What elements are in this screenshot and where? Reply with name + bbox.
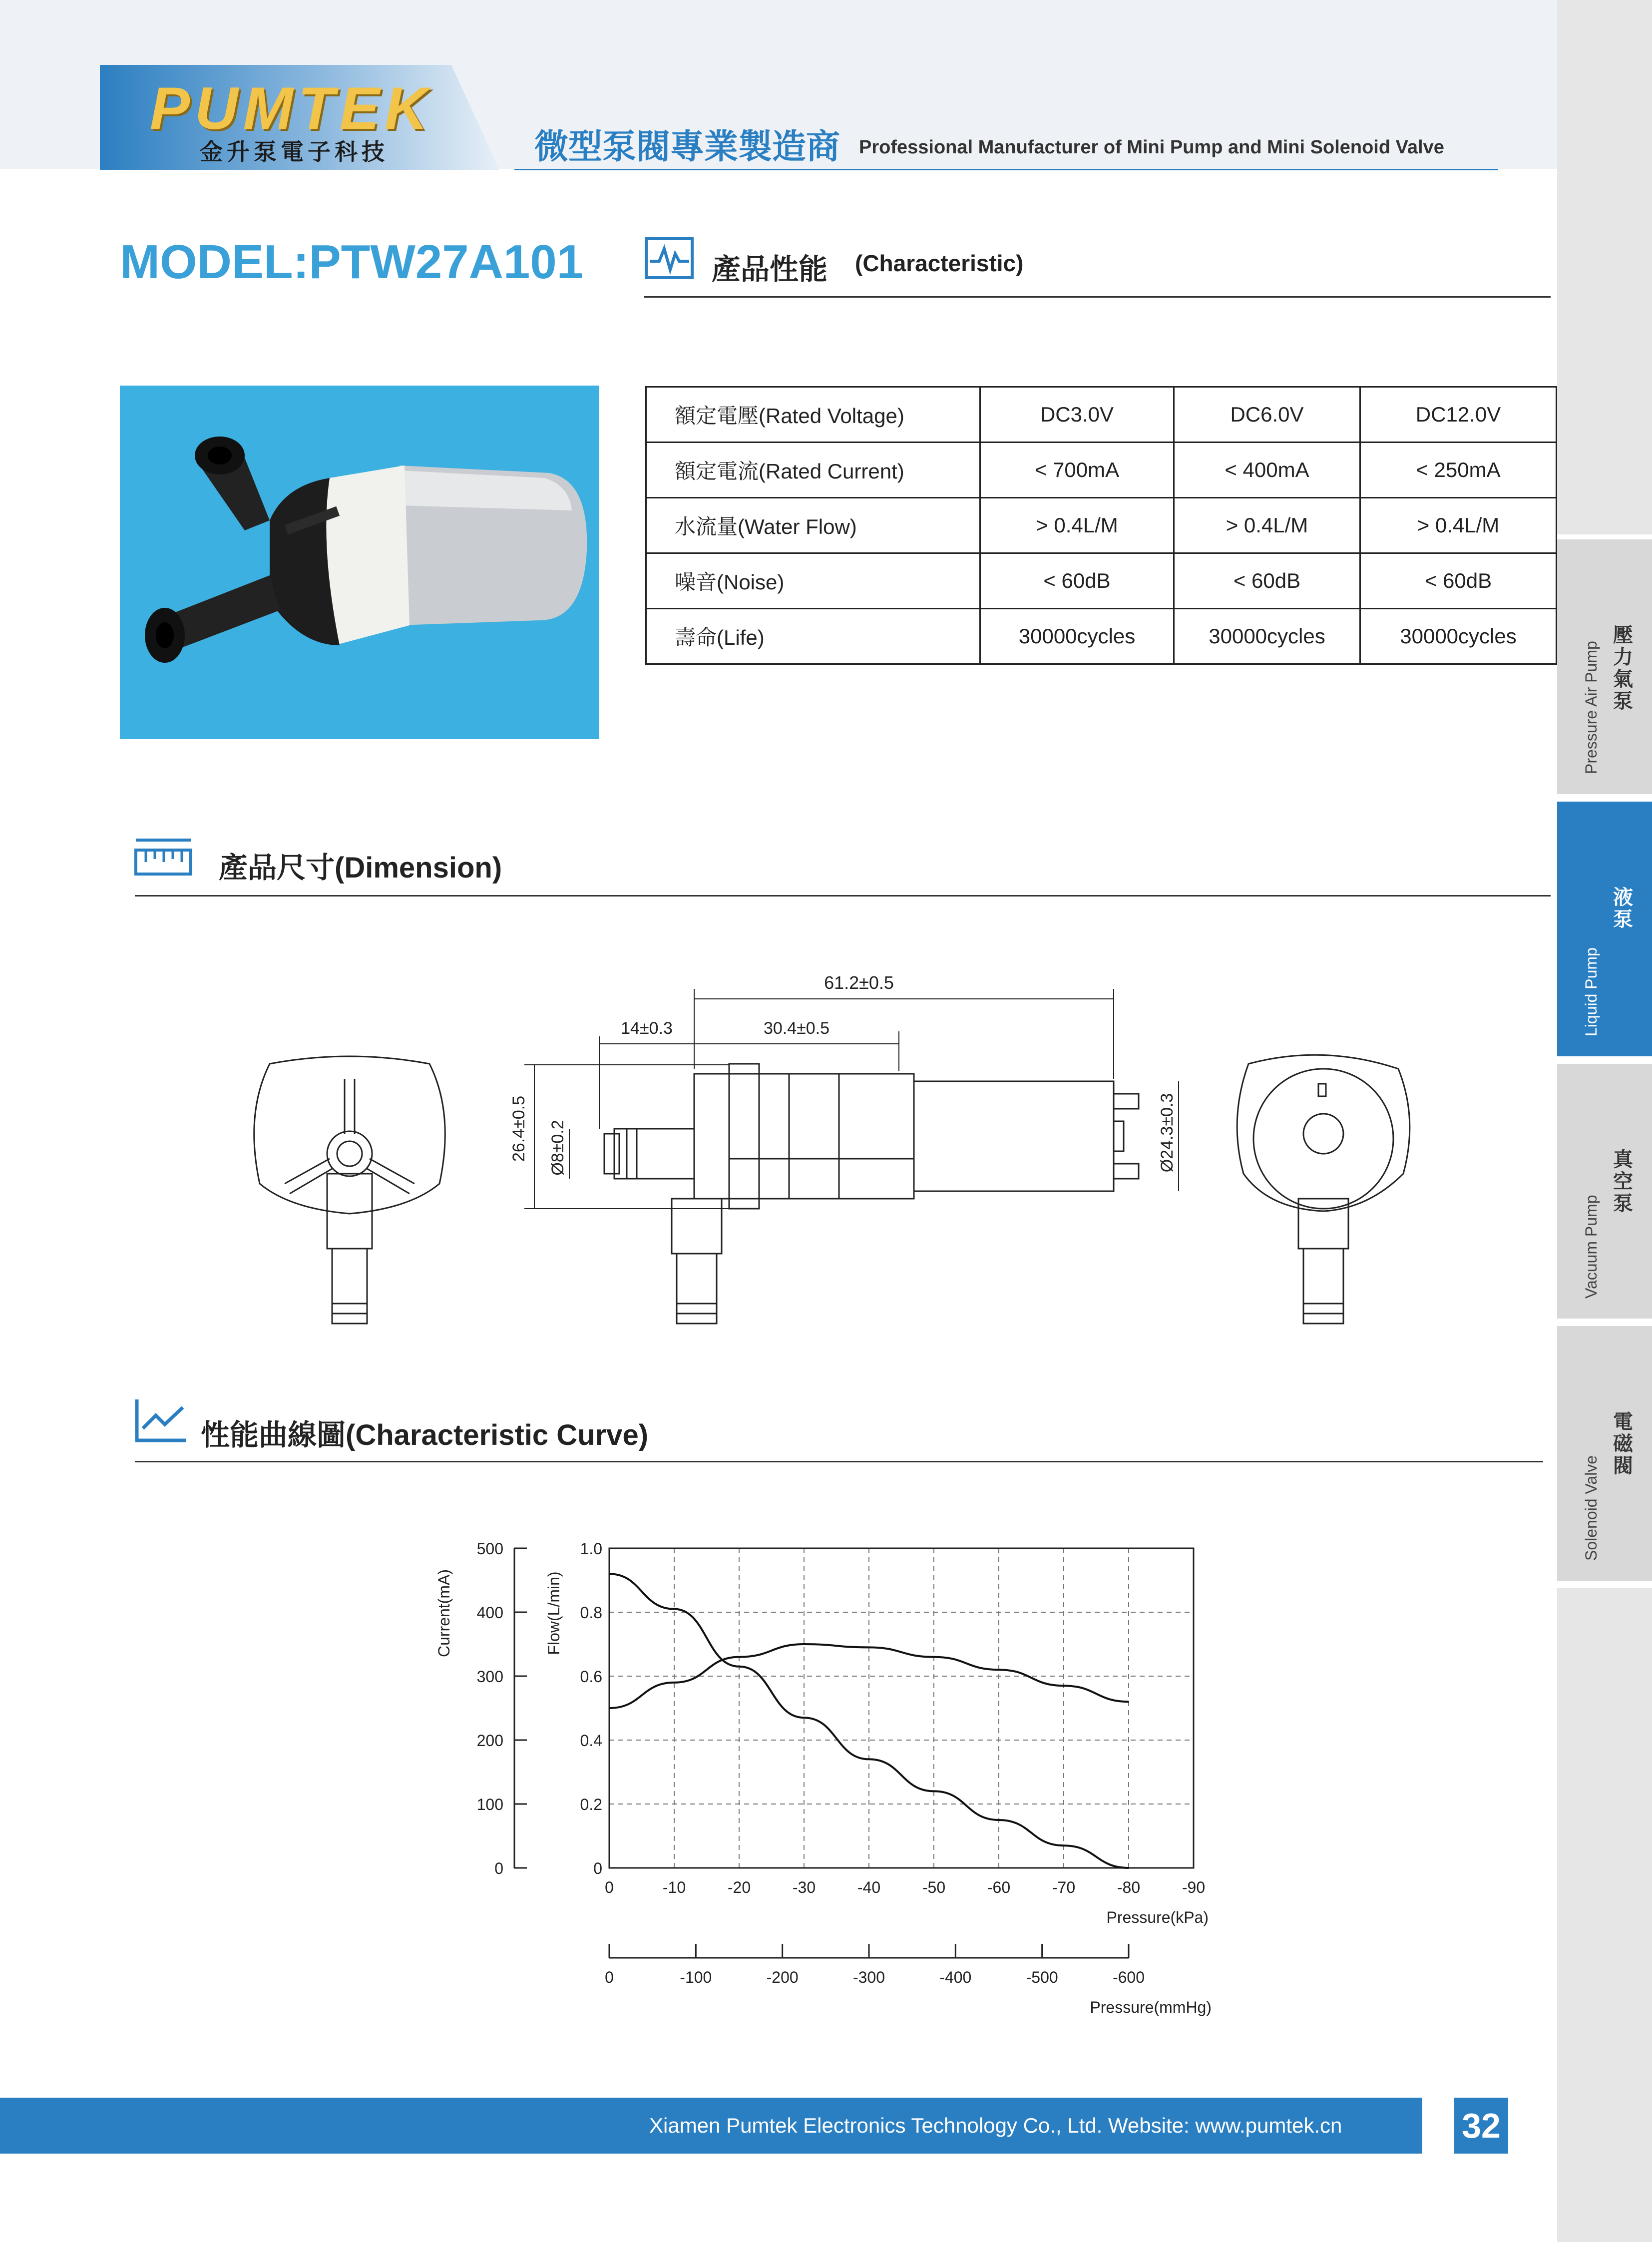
spec-table — [645, 386, 1557, 665]
product-photo — [120, 386, 599, 739]
x-tick-label: -70 — [1052, 1878, 1076, 1896]
dim-nozzle-diameter: Ø8±0.2 — [548, 1120, 567, 1176]
side-tab-label-cn: 電磁閥 — [1613, 1411, 1633, 1477]
spec-value: DC6.0V — [1174, 387, 1360, 443]
chart-axes — [514, 1548, 1194, 1958]
ruler-icon — [134, 836, 193, 880]
flow-tick-label: 1.0 — [580, 1540, 602, 1558]
section-rule — [135, 1461, 1543, 1462]
side-tab-solenoid-valve[interactable] — [1557, 1326, 1652, 1581]
section-rule — [135, 895, 1551, 897]
spec-label: 水流量(Water Flow) — [646, 498, 980, 553]
x-tick-label: -60 — [987, 1878, 1011, 1896]
spec-value: 30000cycles — [980, 609, 1174, 664]
spec-value: 30000cycles — [1174, 609, 1360, 664]
flow-tick-label: 0.6 — [580, 1668, 602, 1686]
header-underline — [514, 169, 1498, 170]
spec-row-water-flow — [646, 498, 1557, 553]
plot-frame — [609, 1548, 1194, 1868]
mmhg-tick-label: 0 — [605, 1968, 614, 1986]
current-tick-label: 100 — [476, 1795, 503, 1813]
current-tick-label: 500 — [476, 1540, 503, 1558]
current-tick-label: 200 — [476, 1732, 503, 1750]
mmhg-tick-label: -300 — [852, 1968, 885, 1986]
curve-title-en: (Characteristic Curve) — [346, 1419, 649, 1451]
x-tick-label: -80 — [1117, 1878, 1141, 1896]
x-tick-label: -40 — [857, 1878, 881, 1896]
spec-row-noise — [646, 553, 1557, 609]
mmhg-tick-label: -200 — [766, 1968, 799, 1986]
dimension-drawing — [0, 949, 1498, 1348]
waveform-icon — [644, 234, 694, 284]
chart-grid — [609, 1548, 1194, 1868]
page-number: 32 — [1454, 2098, 1508, 2154]
side-tab-label-cn: 液泵 — [1613, 887, 1633, 930]
spec-value: DC12.0V — [1360, 387, 1557, 443]
side-tab-label-en: Pressure Air Pump — [1582, 641, 1600, 774]
spec-value: > 0.4L/M — [1360, 498, 1557, 553]
spec-label: 額定電流(Rated Current) — [646, 443, 980, 498]
model-title: MODEL:PTW27A101 — [120, 235, 584, 289]
spec-value: < 60dB — [980, 553, 1174, 609]
tagline-cn: 微型泵閥專業製造商 — [534, 128, 840, 166]
side-tab-pressure-air-pump[interactable] — [1557, 539, 1652, 794]
spec-label: 壽命(Life) — [646, 609, 980, 664]
line-chart-icon — [134, 1397, 188, 1443]
spec-value: 30000cycles — [1360, 609, 1557, 664]
current-tick-label: 300 — [476, 1668, 503, 1686]
mmhg-tick-label: -600 — [1112, 1968, 1145, 1986]
spec-value: < 400mA — [1174, 443, 1360, 498]
side-tab-label-en: Solenoid Valve — [1582, 1455, 1600, 1561]
spec-label: 額定電壓(Rated Voltage) — [646, 387, 980, 443]
spec-row-rated-current — [646, 443, 1557, 498]
flow-tick-label: 0.8 — [580, 1604, 602, 1622]
spec-row-rated-voltage — [646, 387, 1557, 443]
dimension-title-en: (Dimension) — [335, 852, 502, 884]
characteristic-title-cn: 產品性能 — [712, 253, 828, 286]
x-tick-label: -20 — [727, 1878, 751, 1896]
x-tick-label: -50 — [922, 1878, 946, 1896]
dim-height: 26.4±0.5 — [509, 1095, 528, 1162]
spec-label: 噪音(Noise) — [646, 553, 980, 609]
side-tab-spacer — [1557, 1588, 1652, 2242]
side-tab-spacer — [1557, 0, 1652, 534]
mmhg-tick-label: -100 — [680, 1968, 712, 1986]
spec-value: < 700mA — [980, 443, 1174, 498]
x-tick-label: 0 — [605, 1878, 614, 1896]
flow-tick-label: 0 — [593, 1859, 602, 1877]
x-tick-label: -30 — [792, 1878, 816, 1896]
spec-value: > 0.4L/M — [1174, 498, 1360, 553]
footer-company-website: Xiamen Pumtek Electronics Technology Co., Ltd. Website: www.pumtek.cn — [649, 2114, 1342, 2137]
side-tab-label-en: Liquid Pump — [1582, 947, 1600, 1036]
dimension-title — [219, 844, 502, 886]
characteristic-title-en: (Characteristic) — [855, 250, 1024, 276]
side-tab-liquid-pump[interactable] — [1557, 802, 1652, 1056]
side-tab-vacuum-pump[interactable] — [1557, 1064, 1652, 1319]
spec-value: < 250mA — [1360, 443, 1557, 498]
x-tick-label: -10 — [662, 1878, 686, 1896]
current-tick-label: 0 — [494, 1859, 503, 1877]
mmhg-tick-label: -500 — [1026, 1968, 1058, 1986]
side-tab-label-cn: 真空泵 — [1613, 1149, 1633, 1215]
flow-tick-label: 0.2 — [580, 1795, 602, 1813]
characteristic-curve-chart — [429, 1518, 1278, 2033]
x-tick-label: -90 — [1182, 1878, 1206, 1896]
spec-value: DC3.0V — [980, 387, 1174, 443]
dim-inlet-length: 14±0.3 — [621, 1019, 673, 1038]
x-axis-title: Pressure(kPa) — [1106, 1908, 1209, 1926]
flow-tick-label: 0.4 — [580, 1732, 602, 1750]
spec-value: < 60dB — [1174, 553, 1360, 609]
current-axis-title: Current(mA) — [435, 1569, 453, 1658]
current-tick-label: 400 — [476, 1604, 503, 1622]
side-tab-label-en: Vacuum Pump — [1582, 1195, 1600, 1299]
dim-head-length: 30.4±0.5 — [763, 1019, 830, 1038]
chart-labels — [435, 1540, 1212, 2016]
spec-row-life — [646, 609, 1557, 664]
logo-company-cn: 金升泵電子科技 — [200, 139, 389, 165]
dim-motor-diameter: Ø24.3±0.3 — [1158, 1093, 1177, 1173]
side-tab-label-cn: 壓力氣泵 — [1613, 624, 1633, 712]
flow-axis-title: Flow(L/min) — [545, 1571, 563, 1655]
curve-title-cn: 性能曲線圖 — [201, 1419, 346, 1451]
spec-value: < 60dB — [1360, 553, 1557, 609]
mmhg-axis-title: Pressure(mmHg) — [1090, 1998, 1212, 2016]
dimension-title-cn: 產品尺寸 — [219, 852, 335, 884]
tagline-en: Professional Manufacturer of Mini Pump and Mini Solenoid Valve — [859, 137, 1444, 158]
section-rule — [644, 296, 1551, 298]
curve-title — [201, 1411, 648, 1453]
logo-wordmark: PUMTEK — [150, 75, 433, 142]
mmhg-tick-label: -400 — [939, 1968, 972, 1986]
spec-value: > 0.4L/M — [980, 498, 1174, 553]
dim-overall-length: 61.2±0.5 — [824, 972, 894, 993]
